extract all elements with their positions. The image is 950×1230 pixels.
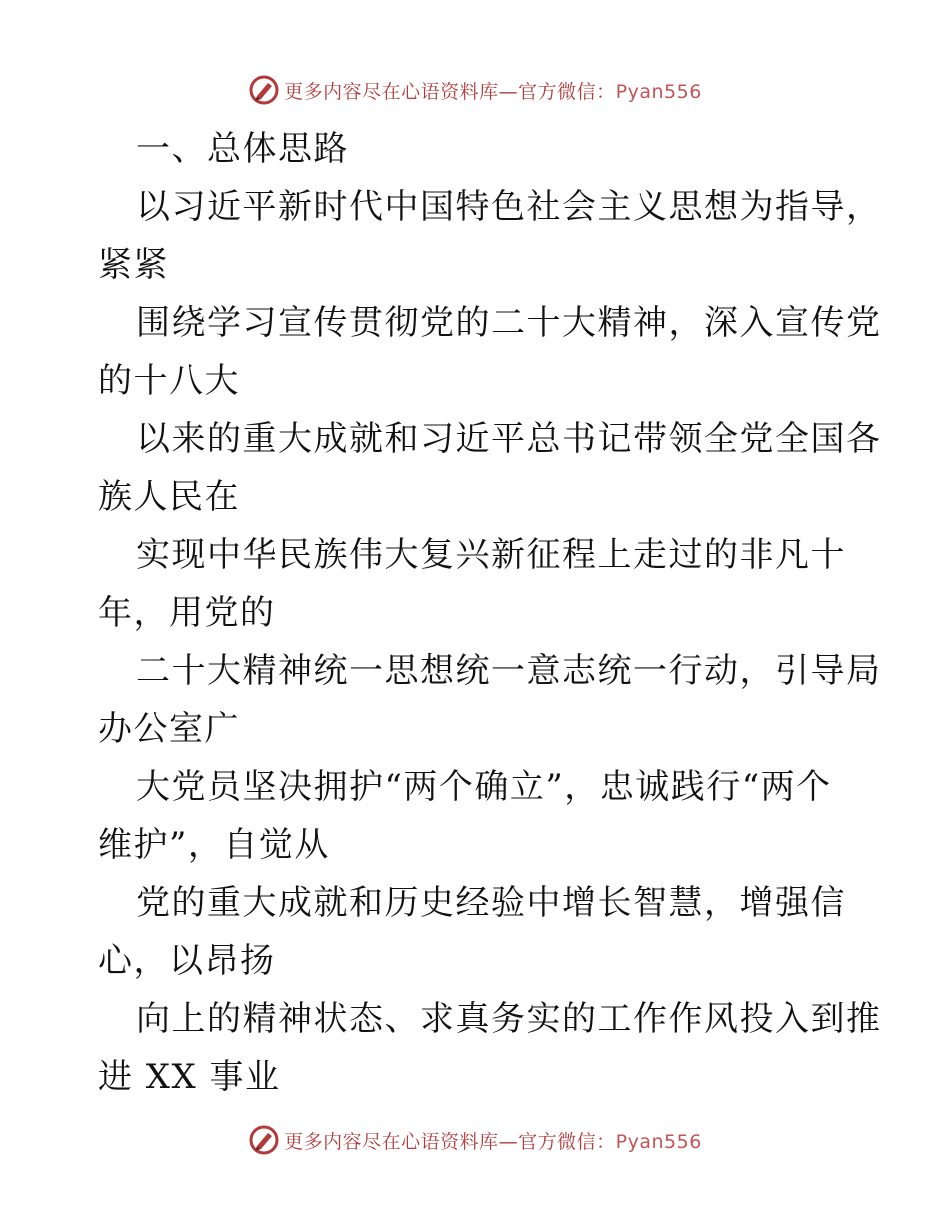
paragraph-line: 心，以昂扬 (98, 941, 276, 981)
paragraph-line: 以来的重大成就和习近平总书记带领全党全国各 (136, 419, 882, 459)
header-banner (0, 70, 950, 110)
paragraph-line: 的十八大 (98, 361, 240, 401)
banner-text: 更多内容尽在心语资料库—官方微信：Pyan556 (284, 1130, 702, 1153)
document-body (98, 120, 882, 1106)
paragraph-line: 以习近平新时代中国特色社会主义思想为指导， (136, 187, 882, 227)
pen-logo-icon (248, 74, 280, 106)
paragraph-line: 紧紧 (98, 245, 169, 285)
paragraph-line: 实现中华民族伟大复兴新征程上走过的非凡十 (136, 535, 846, 575)
section-heading: 一、总体思路 (136, 129, 349, 169)
paragraph-line: 进 XX 事业 (98, 1057, 281, 1097)
paragraph-line: 党的重大成就和历史经验中增长智慧，增强信 (136, 883, 846, 923)
paragraph-line: 族人民在 (98, 477, 240, 517)
paragraph-line: 围绕学习宣传贯彻党的二十大精神，深入宣传党 (136, 303, 882, 343)
paragraph-line: 二十大精神统一思想统一意志统一行动，引导局 (136, 651, 882, 691)
paragraph-line: 办公室广 (98, 709, 240, 749)
paragraph-line: 大党员坚决拥护“两个确立”，忠诚践行“两个 (136, 767, 832, 807)
footer-banner (0, 1120, 950, 1160)
pen-logo-icon (248, 1124, 280, 1156)
banner-text: 更多内容尽在心语资料库—官方微信：Pyan556 (284, 80, 702, 103)
paragraph-line: 向上的精神状态、求真务实的工作作风投入到推 (136, 999, 882, 1039)
paragraph-line: 维护”，自觉从 (98, 825, 330, 865)
paragraph-line: 年，用党的 (98, 593, 276, 633)
